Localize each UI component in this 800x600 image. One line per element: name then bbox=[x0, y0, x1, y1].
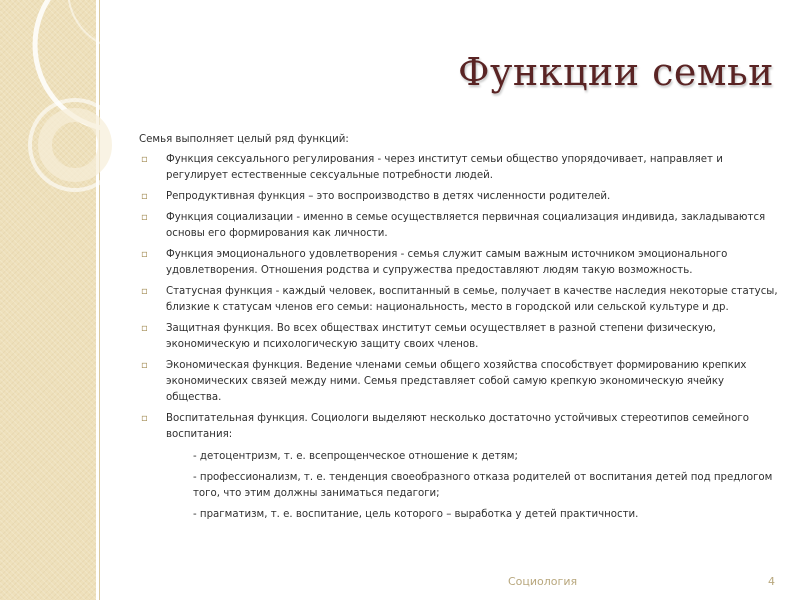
bullet-icon: ▫ bbox=[141, 413, 148, 424]
bullet-icon: ▫ bbox=[141, 191, 148, 202]
list-item-text: Функция сексуального регулирования - через институт семьи общество упорядочивает, направляет и регулирует естественные сексуальные потребности людей. bbox=[166, 154, 723, 181]
list-item bbox=[139, 358, 779, 406]
bullet-icon: ▫ bbox=[141, 212, 148, 223]
list-item-text: Функция социализации - именно в семье осуществляется первичная социализация индивида, закладываются основы его формирования как личности. bbox=[166, 212, 766, 239]
bullet-icon: ▫ bbox=[141, 154, 148, 165]
list-item-text: Репродуктивная функция – это воспроизводство в детях численности родителей. bbox=[166, 191, 611, 202]
list-item bbox=[139, 247, 779, 279]
sub-item: - детоцентризм, т. е. всепрощенческое отношение к детям; bbox=[193, 451, 518, 462]
list-item-text: Экономическая функция. Ведение членами семьи общего хозяйства способствует формированию крепких экономических связей между ними. Семья представляет собой самую крепкую экономическую ячейку общества. bbox=[166, 360, 747, 403]
sub-item: - профессионализм, т. е. тенденция своеобразного отказа родителей от воспитания детей под предлогом того, что этим должны заниматься педагоги; bbox=[193, 472, 773, 499]
page-number: 4 bbox=[768, 575, 775, 588]
list-item bbox=[139, 411, 779, 523]
list-item-text: Воспитательная функция. Социологи выделяют несколько достаточно устойчивых стереотипов семейного воспитания: bbox=[166, 413, 750, 440]
bullet-icon: ▫ bbox=[141, 323, 148, 334]
footer-label: Социология bbox=[508, 575, 578, 588]
sub-item: - прагматизм, т. е. воспитание, цель которого – выработка у детей практичности. bbox=[193, 509, 639, 520]
intro-text: Семья выполняет целый ряд функций: bbox=[139, 134, 349, 145]
functions-list bbox=[139, 152, 779, 523]
bullet-icon: ▫ bbox=[141, 286, 148, 297]
list-item bbox=[139, 321, 779, 353]
list-item-text: Статусная функция - каждый человек, воспитанный в семье, получает в качестве наследия некоторые статусы, близкие к статусам членов его семьи: национальность, место в городской или сельской культуре и др. bbox=[166, 286, 778, 313]
bullet-icon: ▫ bbox=[141, 249, 148, 260]
list-item-text: Функция эмоционального удовлетворения - семья служит самым важным источником эмоционального удовлетворения. Отношения родства и супружества предоставляют людям такую возможность. bbox=[166, 249, 728, 276]
bullet-icon: ▫ bbox=[141, 360, 148, 371]
list-item-text: Защитная функция. Во всех обществах институт семьи осуществляет в разной степени физическую, экономическую и психологическую защиту своих членов. bbox=[166, 323, 716, 350]
list-item bbox=[139, 210, 779, 242]
list-item bbox=[139, 189, 779, 205]
slide-title: Функции семьи bbox=[458, 50, 774, 94]
slide-body bbox=[139, 132, 779, 528]
list-item bbox=[139, 152, 779, 184]
upbringing-types bbox=[193, 449, 779, 523]
list-item bbox=[139, 284, 779, 316]
